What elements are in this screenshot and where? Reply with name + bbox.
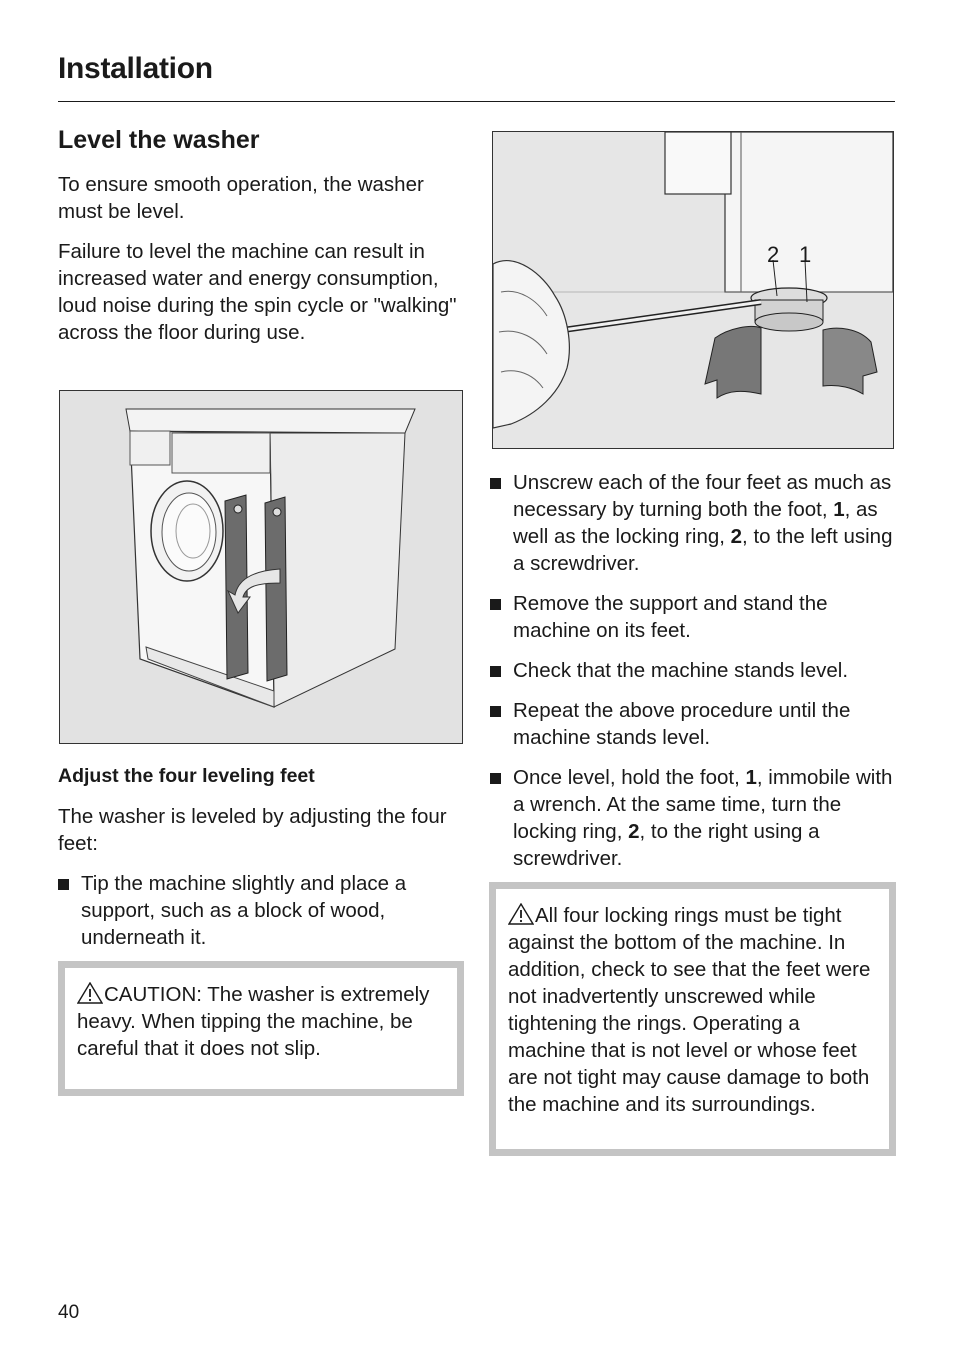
warning-triangle-icon xyxy=(77,982,103,1004)
intro-paragraph-2: Failure to level the machine can result in increased water and energy consumption, loud noise during the spin cycle or "walking" across the floor during use. xyxy=(58,240,457,344)
list-item xyxy=(58,870,463,951)
header-rule xyxy=(58,101,895,102)
bullet-square-icon xyxy=(490,773,501,784)
list-item: Repeat the above procedure until the machine stands level. xyxy=(490,697,896,751)
heading-level-the-washer: Level the washer xyxy=(58,126,260,154)
foot-adjust-illustration xyxy=(492,131,894,449)
warning-triangle-icon xyxy=(508,903,534,925)
list-item: Check that the machine stands level. xyxy=(490,657,896,684)
washer-tipped-on-supports-drawing xyxy=(60,391,462,743)
section-title: Installation xyxy=(58,52,213,85)
washer-support-illustration xyxy=(59,390,463,744)
foot-label: 1 xyxy=(799,242,812,267)
left-bullet-list xyxy=(58,870,463,964)
list-item: Unscrew each of the four feet as much as necessary by turning both the foot, 1, as well as the locking ring, 2, to the left using a screwdriver. xyxy=(490,469,896,577)
bullet-square-icon xyxy=(490,706,501,717)
bullet-square-icon xyxy=(490,599,501,610)
leveling-intro: The washer is leveled by adjusting the four feet: xyxy=(58,805,447,855)
list-item: Once level, hold the foot, 1, immobile with a wrench. At the same time, turn the locking ring, 2, to the right using a screwdriver. xyxy=(490,764,896,872)
intro-paragraph-1: To ensure smooth operation, the washer must be level. xyxy=(58,173,424,223)
ring-label: 2 xyxy=(767,242,780,267)
page-number: 40 xyxy=(58,1302,80,1323)
bullet-square-icon xyxy=(58,879,69,890)
list-item-text: Tip the machine slightly and place a support, such as a block of wood, underneath it. xyxy=(81,872,407,949)
right-bullet-list xyxy=(490,469,896,885)
bullet-square-icon xyxy=(490,478,501,489)
subheading-adjust-feet: Adjust the four leveling feet xyxy=(58,765,315,787)
caution-text: CAUTION: The washer is extremely heavy. When tipping the machine, be careful that it does not slip. xyxy=(77,983,430,1060)
warning-box xyxy=(489,882,896,1156)
warning-text: All four locking rings must be tight against the bottom of the machine. In addition, check to see that the feet were not inadvertently unscrewed while tightening the rings. Operating a machine that is not level or whose feet are not tight may cause damage to both the machine and its surroundings. xyxy=(508,904,871,1116)
bullet-square-icon xyxy=(490,666,501,677)
caution-box xyxy=(58,961,464,1096)
list-item: Remove the support and stand the machine on its feet. xyxy=(490,590,896,644)
screwdriver-on-foot-drawing xyxy=(493,132,893,448)
